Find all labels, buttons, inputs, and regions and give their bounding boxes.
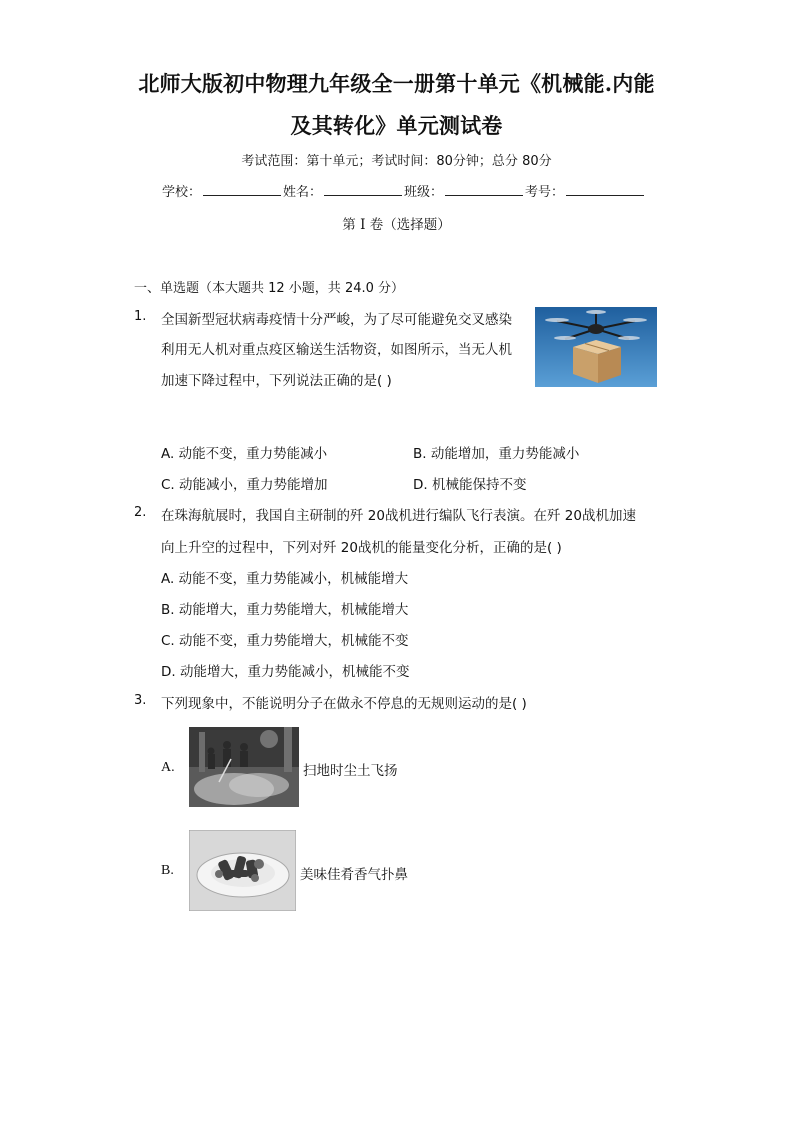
q1-option-b[interactable] [413,442,579,462]
food-plate-image [189,830,296,911]
q2-option-a-letter: A. [161,571,175,587]
q3-option-b-text[interactable]: 美味佳肴香气扑鼻 [300,867,408,883]
q3-option-a-text[interactable]: 扫地时尘土飞扬 [303,763,398,779]
q2-option-b-text: 动能增大，重力势能增大，机械能增大 [178,602,409,618]
q1-option-c-letter: C. [161,477,175,493]
q2-option-d-text: 动能增大，重力势能减小，机械能不变 [179,664,410,680]
name-label: 姓名： [283,185,323,200]
question-2-line-2: 向上升空的过程中，下列对歼 20战机的能量变化分析，正确的是( ) [161,540,562,556]
question-2-number: 2. [134,505,147,520]
q1-option-b-letter: B. [413,446,427,462]
exam-info: 考试范围：第十单元；考试时间：80分钟；总分 80分 [241,154,552,169]
q2-option-b-letter: B. [161,602,175,618]
q2-option-c-text: 动能不变，重力势能增大，机械能不变 [179,633,409,649]
school-label: 学校： [162,185,202,200]
q3-option-a-letter[interactable]: A. [161,760,175,775]
q1-option-d[interactable] [413,473,526,493]
question-2-line-1: 在珠海航展时，我国自主研制的歼 20战机进行编队飞行表演。在歼 20战机加速 [161,508,636,524]
q1-option-a[interactable] [161,442,327,462]
question-1-number: 1. [134,309,147,324]
student-info-row [162,181,646,200]
q1-option-d-letter: D. [413,477,428,493]
q1-option-a-text: 动能不变，重力势能减小 [178,446,328,462]
exam-number-label: 考号： [525,185,565,200]
q2-option-a-text: 动能不变，重力势能减小，机械能增大 [178,571,409,587]
volume-heading: 第 I 卷（选择题） [342,217,451,233]
q2-option-d[interactable] [161,660,409,680]
exam-number-blank[interactable] [566,183,644,196]
class-blank[interactable] [445,183,523,196]
question-3-line-1: 下列现象中，不能说明分子在做永不停息的无规则运动的是( ) [161,696,527,712]
q2-option-c-letter: C. [161,633,175,649]
title-line-1: 北师大版初中物理九年级全一册第十单元《机械能.内能 [138,71,655,96]
q1-option-b-text: 动能增加，重力势能减小 [430,446,580,462]
question-1-line-3: 加速下降过程中，下列说法正确的是( ) [161,373,392,389]
q2-option-b[interactable] [161,598,408,618]
q1-option-c-text: 动能减小，重力势能增加 [179,477,328,493]
question-1-line-2: 利用无人机对重点疫区输送生活物资，如图所示，当无人机 [161,342,512,358]
question-3-number: 3. [134,693,147,708]
q2-option-d-letter: D. [161,664,176,680]
school-blank[interactable] [203,183,281,196]
drone-box-image [535,307,657,387]
question-1-line-1: 全国新型冠状病毒疫情十分严峻，为了尽可能避免交叉感染 [161,312,512,328]
q3-option-b-letter[interactable]: B. [161,863,174,878]
class-label: 班级： [404,185,444,200]
q1-option-c[interactable] [161,473,328,493]
title-line-2: 及其转化》单元测试卷 [290,113,503,138]
sweeping-dust-image [189,727,299,807]
q1-option-d-text: 机械能保持不变 [431,477,527,493]
q2-option-c[interactable] [161,629,409,649]
q2-option-a[interactable] [161,567,408,587]
section-heading: 一、单选题（本大题共 12 小题，共 24.0 分） [134,281,405,296]
name-blank[interactable] [324,183,402,196]
q1-option-a-letter: A. [161,446,175,462]
